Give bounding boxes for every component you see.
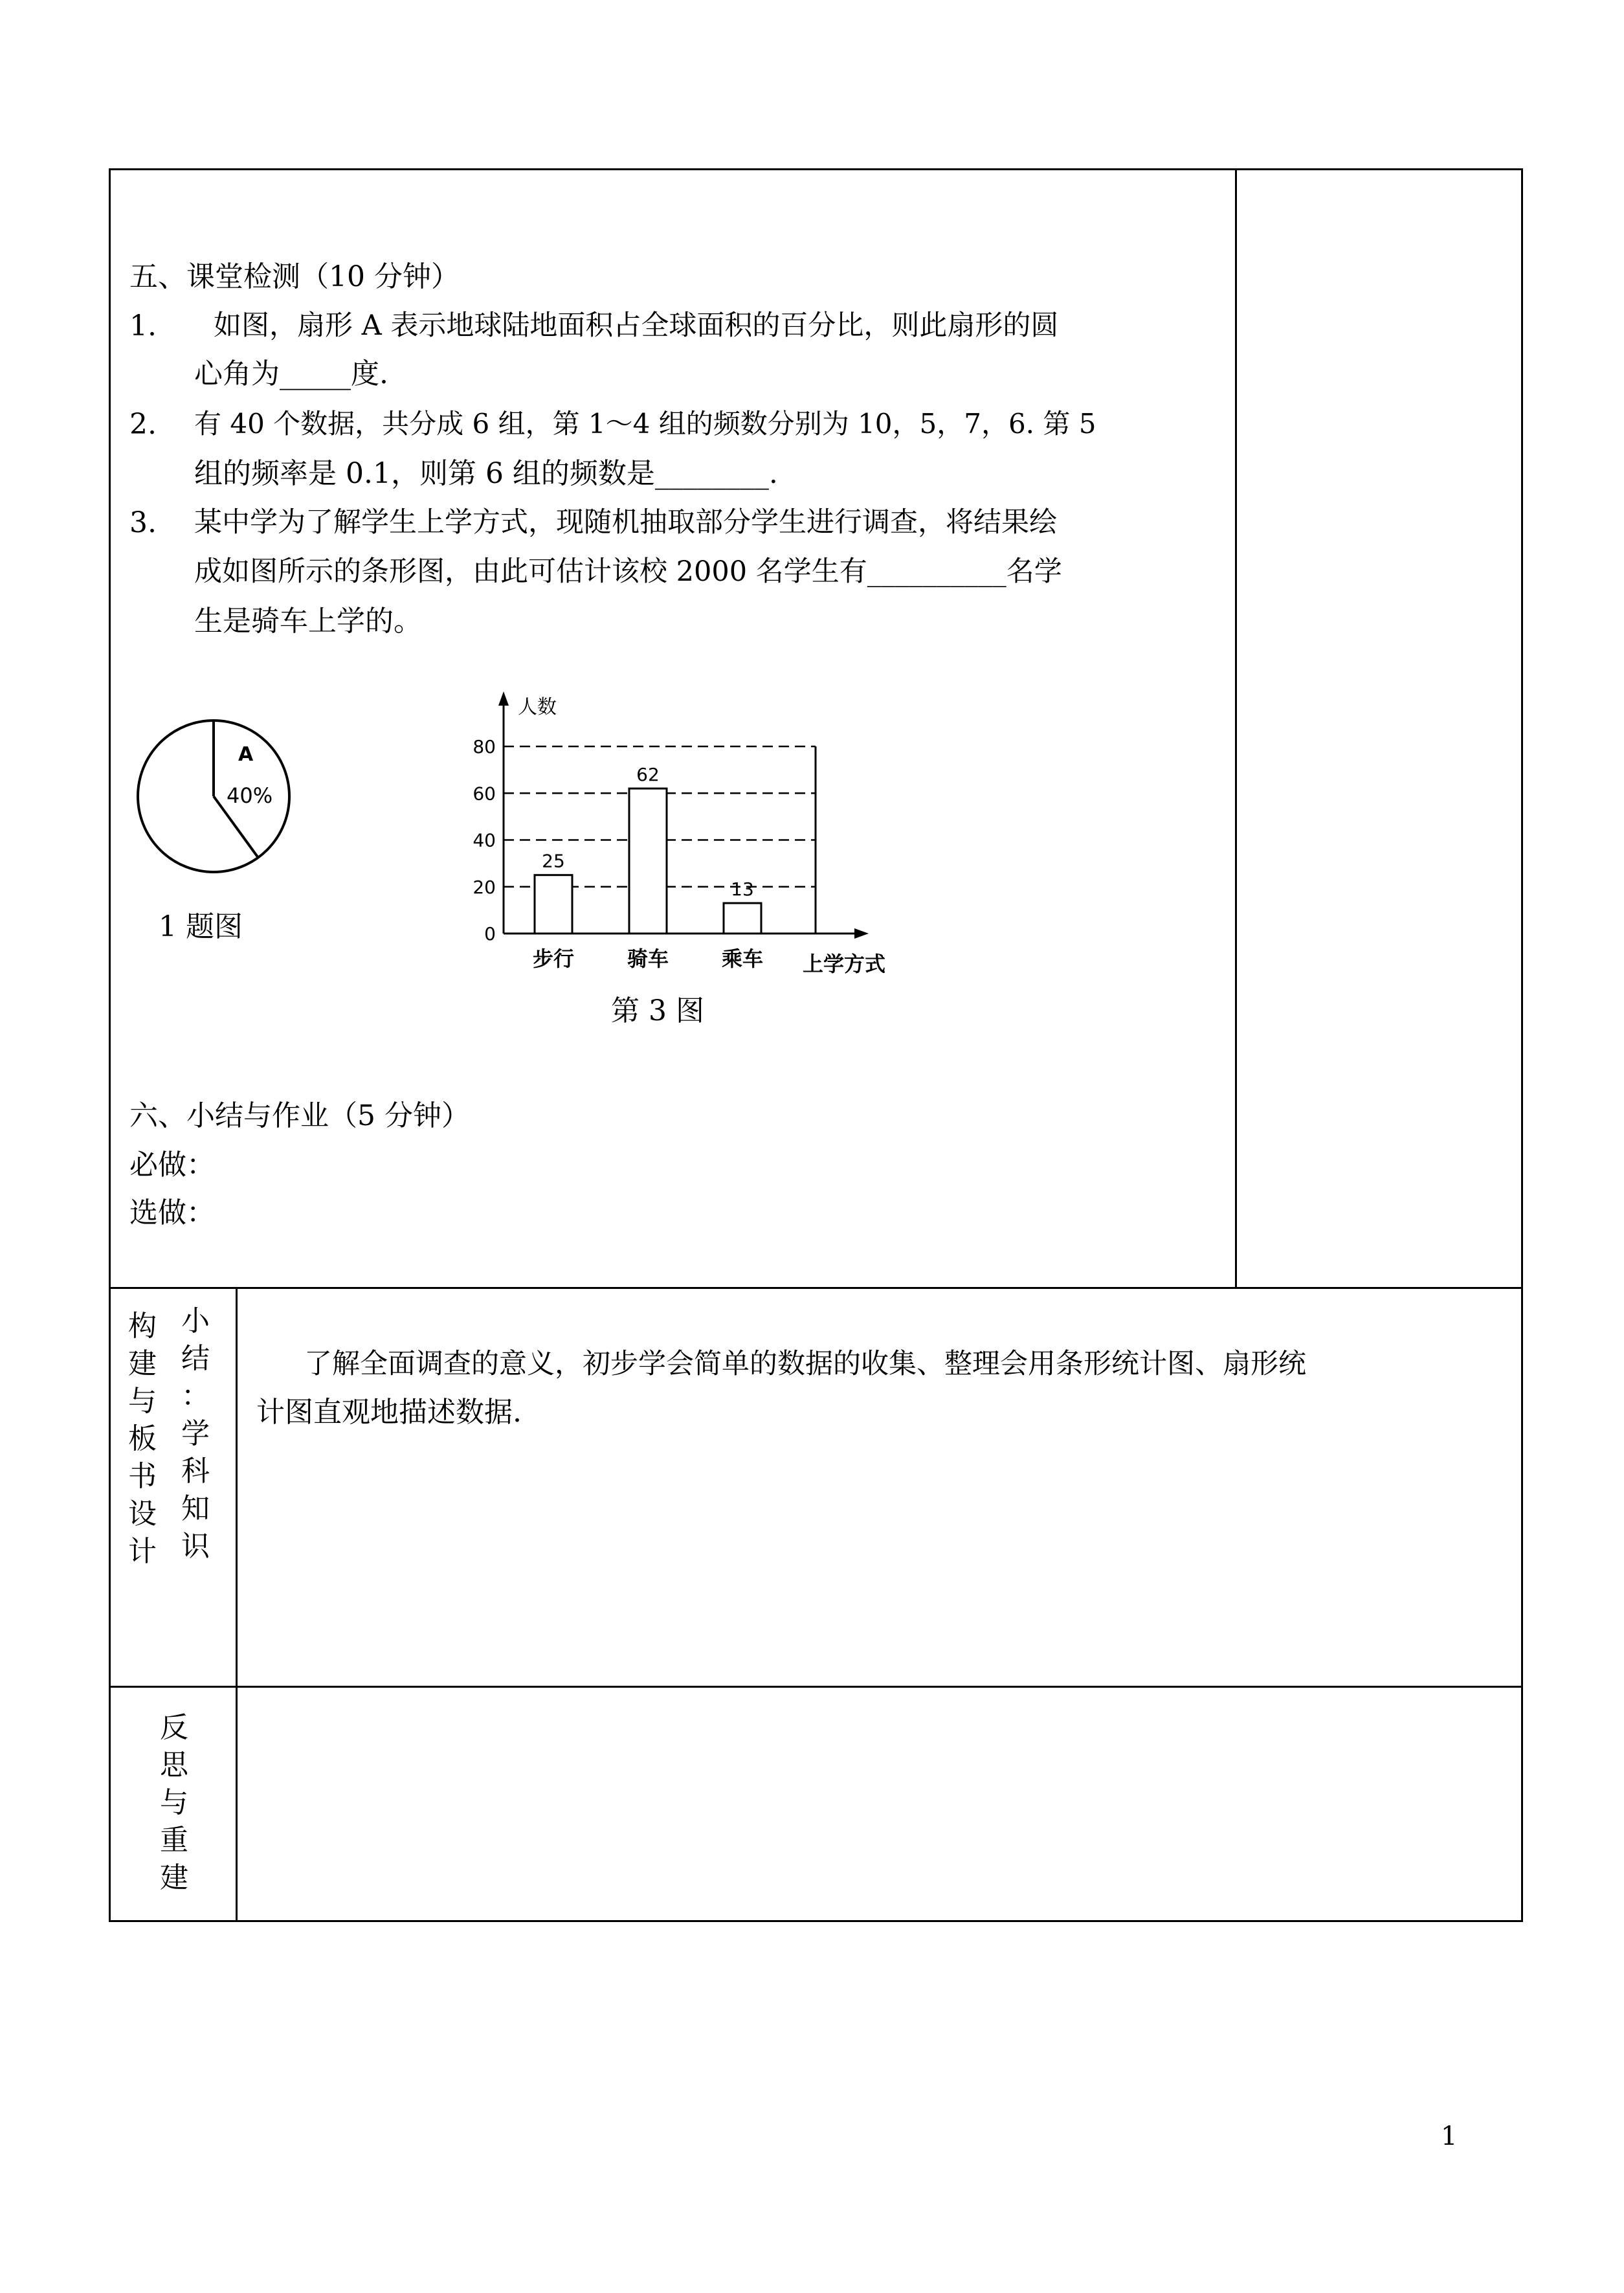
y-tick-label: 20	[473, 876, 496, 898]
y-tick-label: 0	[484, 923, 496, 945]
section5-heading: 五、课堂检测（10 分钟）	[129, 260, 460, 293]
row2-label-outer	[126, 1308, 159, 1571]
y-axis-arrow	[498, 691, 509, 706]
row2-label-inner-char: ：	[181, 1380, 210, 1413]
row2-content-line1: 了解全面调查的意义，初步学会简单的数据的收集、整理会用条形统计图、扇形统	[304, 1348, 1306, 1380]
row2-label-outer-char: 与	[128, 1385, 157, 1418]
row1-divider-vertical	[1235, 168, 1237, 1288]
y-tick-label: 80	[473, 736, 496, 757]
bar-1	[535, 875, 572, 934]
pie-label-a: A	[238, 743, 254, 766]
homework-required: 必做：	[129, 1148, 215, 1181]
bar-value-label: 25	[542, 850, 565, 872]
pie-figure	[129, 712, 298, 880]
x-category-label: 步行	[532, 946, 575, 971]
bar-3	[724, 903, 761, 934]
row3-label-char: 思	[160, 1749, 188, 1782]
x-axis-arrow	[854, 928, 869, 939]
row3-label-char: 建	[160, 1861, 188, 1894]
row2-label-inner-char: 科	[181, 1455, 210, 1488]
q3-line3: 生是骑车上学的。	[194, 605, 422, 638]
bar-2	[629, 789, 667, 934]
pie-caption: 1 题图	[159, 910, 243, 943]
bar-chart	[466, 686, 919, 984]
row2-label-outer-char: 计	[128, 1535, 157, 1568]
q1-line1: 如图，扇形 A 表示地球陆地面积占全球面积的百分比，则此扇形的圆	[214, 309, 1059, 342]
row1-row2-divider	[109, 1287, 1523, 1289]
q2-line2: 组的频率是 0.1，则第 6 组的频数是________.	[194, 457, 778, 490]
row2-label-outer-char: 建	[128, 1347, 157, 1380]
row2-label-outer-char: 构	[128, 1310, 157, 1343]
row2-label-inner-char: 小	[181, 1304, 210, 1337]
row2-label-inner-char: 结	[181, 1342, 210, 1375]
bar-chart-caption: 第 3 图	[611, 994, 704, 1027]
row2-label-outer-char: 板	[128, 1422, 157, 1455]
row3-label-char: 反	[160, 1711, 188, 1744]
table-left-border	[109, 168, 111, 1922]
y-axis-label: 人数	[518, 696, 557, 719]
table-right-border	[1521, 168, 1523, 1922]
x-category-label: 骑车	[627, 946, 669, 971]
row3-label-char: 与	[160, 1786, 188, 1819]
row2-label-inner	[179, 1303, 212, 1565]
row2-row3-divider	[109, 1686, 1523, 1688]
q3-number: 3.	[129, 506, 157, 539]
bar-value-label: 13	[731, 878, 754, 900]
y-tick-label: 60	[473, 783, 496, 805]
pie-label-percent: 40%	[227, 783, 273, 808]
q3-line2: 成如图所示的条形图，由此可估计该校 2000 名学生有__________名学	[194, 555, 1062, 588]
row2-label-inner-char: 知	[181, 1492, 210, 1525]
row2-content-line2: 计图直观地描述数据.	[256, 1396, 522, 1429]
q1-number: 1.	[129, 309, 157, 342]
row2-label-outer-char: 书	[128, 1460, 157, 1493]
table-bottom-border	[109, 1920, 1523, 1922]
q2-number: 2.	[129, 408, 157, 441]
label-column-divider	[236, 1287, 238, 1922]
q2-line1: 有 40 个数据，共分成 6 组，第 1～4 组的频数分别为 10，5，7，6. 第 5	[194, 408, 1096, 440]
y-tick-label: 40	[473, 829, 496, 851]
table-top-border	[109, 168, 1523, 170]
homework-optional: 选做：	[129, 1196, 215, 1229]
q3-line1: 某中学为了解学生上学方式，现随机抽取部分学生进行调查，将结果绘	[194, 506, 1057, 539]
row2-label-inner-char: 识	[181, 1530, 210, 1563]
q1-line2: 心角为_____度.	[194, 357, 388, 390]
row2-label-outer-char: 设	[128, 1497, 157, 1530]
bar-value-label: 62	[636, 764, 660, 786]
row3-label	[158, 1709, 190, 1897]
row2-label-inner-char: 学	[181, 1417, 210, 1450]
page-number: 1	[1441, 2121, 1458, 2151]
row3-label-char: 重	[160, 1824, 188, 1857]
x-category-label: 乘车	[721, 946, 764, 971]
section6-heading: 六、小结与作业（5 分钟）	[129, 1099, 470, 1132]
x-axis-label: 上学方式	[803, 952, 886, 976]
